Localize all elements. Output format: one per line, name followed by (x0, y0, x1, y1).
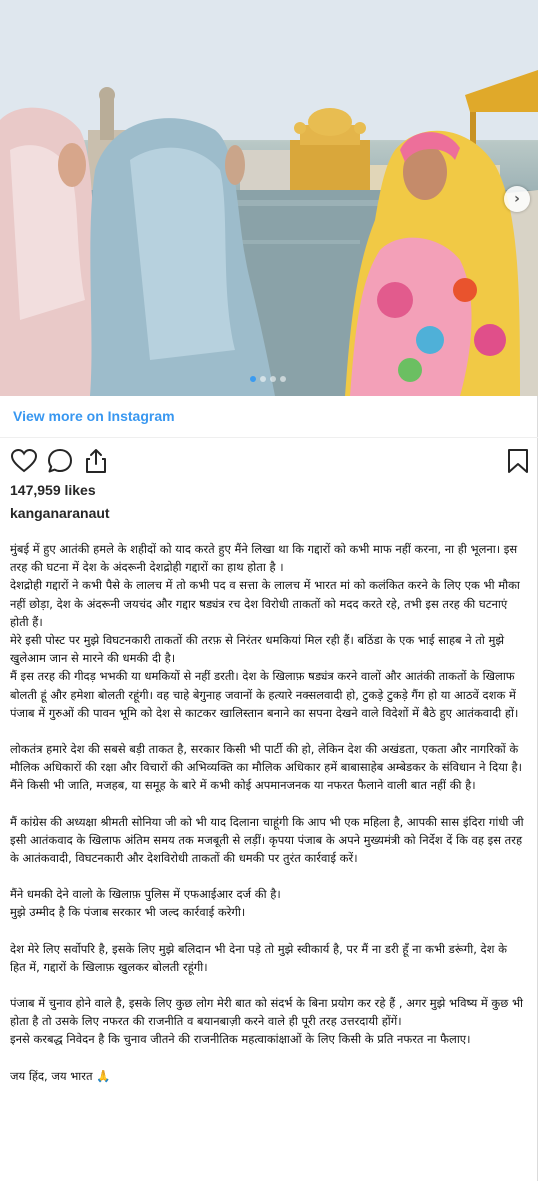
bookmark-icon[interactable] (504, 447, 532, 475)
carousel-next-button[interactable] (504, 186, 530, 212)
caption-paragraph: इनसे करबद्ध निवेदन है कि चुनाव जीतने की राजनीतिक महत्वाकांक्षाओं के लिए किसी के प्रति नफरत ना फैलाए। (10, 1032, 471, 1047)
caption-paragraph: मैं इस तरह की गीदड़ भभकी या धमकियों से नहीं डरती। देश के खिलाफ़ षड्यंत्र करने वालों और आतंकी ताकतों के खिलाफ बोलती हूं और हमेशा बोलती रहूंगी। वह चाहे बेगुनाह जवानों के हत्यारे नक्सलवादी हो, टुकड़े टुकड़े गैंग हो या आठवें दशक में पंजाब में गुरुओं की पावन भूमि को देश से काटकर खालिस्तान बनाने का सपना देखने वाले विदेशों में बैठे हुए आतंकवादी हों। (10, 669, 519, 720)
caption-paragraph: पंजाब में चुनाव होने वाले है, इसके लिए कुछ लोग मेरी बात को संदर्भ के बिना प्रयोग कर रहे हैं , अगर मुझे भविष्य में कुछ भी होता है तो उसके लिए नफरत की राजनीति व बयानबाज़ी करने वाले ही पूरी तरह उत्तरदायी होंगें। (10, 996, 524, 1029)
like-count[interactable]: 147,959 likes (10, 482, 96, 498)
caption-paragraph: मेरे इसी पोस्ट पर मुझे विघटनकारी ताकतों की तरफ़ से निरंतर धमकियां मिल रही हैं। बठिंडा के एक भाई साहब ने तो मुझे खुलेआम जान से मारने की धमकी दी है। (10, 633, 505, 666)
divider (0, 437, 538, 438)
caption-paragraph: लोकतंत्र हमारे देश की सबसे बड़ी ताकत है, सरकार किसी भी पार्टी की हो, लेकिन देश की अखंडता, एकता और नागरिकों के मौलिक अधिकारों की रक्षा और विचारों की अभिव्यक्ति का मौलिक अधिकार हमें बाबासाहेब अम्बेडकर के संविधान ने दिया है। मैंने किसी भी जाति, मजहब, या समूह के बारे में कभी कोई अपमानजनक या नफरत फैलाने वाली बात नहीं की है। (10, 742, 522, 793)
action-bar (10, 447, 530, 475)
post-caption (10, 540, 526, 1085)
caption-paragraph: मैं कांग्रेस की अध्यक्षा श्रीमती सोनिया जी को भी याद दिलाना चाहूंगी कि आप भी एक महिला है, आपकी सास इंदिरा गांधी जी इसी आतंकवाद के खिलाफ अंतिम समय तक मजबूती से लड़ीं। कृपया पंजाब के अपने मुख्यमंत्री को निर्देश दें कि वह इस तरह के आतंकवादी, विघटनकारी और देशविरोधी ताकतों की धमकी पर तुरंत कार्रवाई करें। (10, 814, 524, 866)
carousel-dot (270, 376, 276, 382)
comment-icon[interactable] (46, 447, 74, 475)
carousel-dot (280, 376, 286, 382)
carousel-indicator (250, 376, 286, 382)
carousel-dot (250, 376, 256, 382)
caption-paragraph: देशद्रोही गद्दारों ने कभी पैसे के लालच में तो कभी पद व सत्ता के लालच में भारत मां को कलंकित करने के लिए एक भी मौका नहीं छोड़ा, देश के अंदरूनी जयचंद और गद्दार षड्यंत्र रच देश विरोधी ताकतों को मदद करते रहे, तभी इस तरह की घटनाएं होती हैं। (10, 578, 520, 629)
caption-paragraph: जय हिंद, जय भारत 🙏 (10, 1068, 111, 1083)
carousel-dot (260, 376, 266, 382)
caption-paragraph: देश मेरे लिए सर्वोपरि है, इसके लिए मुझे बलिदान भी देना पड़े तो मुझे स्वीकार्य है, पर मैं ना डरी हूँ ना कभी डरूंगी, देश के हित में, गद्दारों के खिलाफ़ खुलकर बोलती रहूंगी। (10, 941, 507, 974)
share-icon[interactable] (82, 447, 110, 475)
caption-paragraph: मुंबई में हुए आतंकी हमले के शहीदों को याद करते हुए मैंने लिखा था कि गद्दारों को कभी माफ नहीं करना, ना ही भूलना। इस तरह की घटना में देश के अंदरूनी देशद्रोही गद्दारों का हाथ होता है । (10, 542, 518, 575)
caption-paragraph: मुझे उम्मीद है कि पंजाब सरकार भी जल्द कार्रवाई करेगी। (10, 905, 246, 920)
caption-paragraph: मैंने धमकी देने वालो के खिलाफ़ पुलिस में एफआईआर दर्ज की है। (10, 887, 281, 902)
post-username[interactable]: kanganaranaut (10, 505, 110, 521)
photo-illustration (0, 0, 538, 396)
view-more-link[interactable]: View more on Instagram (13, 408, 175, 424)
post-photo[interactable] (0, 0, 538, 396)
heart-icon[interactable] (10, 447, 38, 475)
truncated-text-fragment (10, 1174, 110, 1181)
chevron-right-icon: › (514, 191, 520, 207)
